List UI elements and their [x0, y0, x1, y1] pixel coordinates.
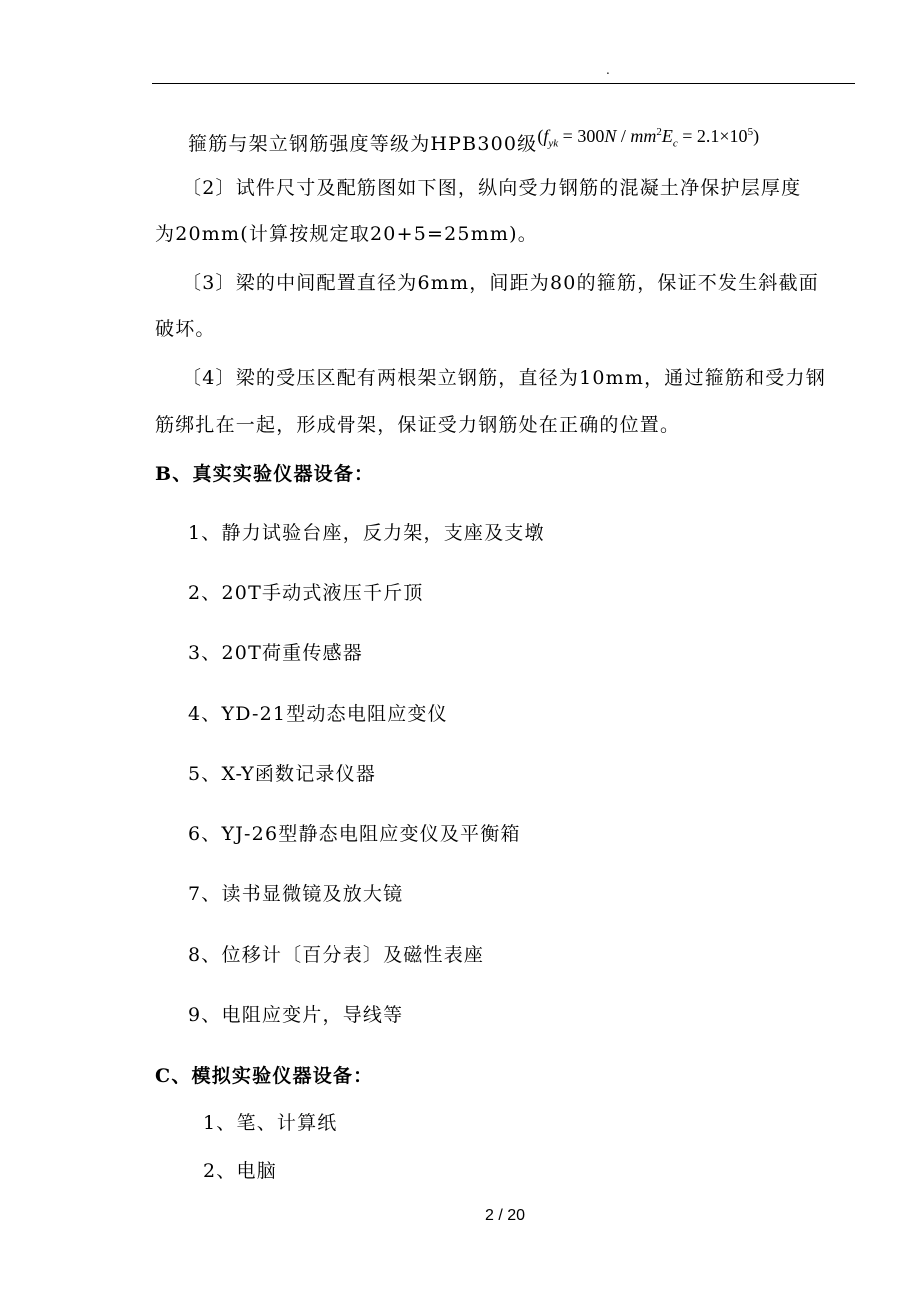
- list-item: 1、静力试验台座，反力架，支座及支墩: [188, 522, 545, 544]
- list-item: 1、笔、计算纸: [203, 1112, 338, 1134]
- list-item: 2、20T手动式液压千斤顶: [188, 582, 424, 604]
- stirrup-strength-line: [188, 128, 759, 164]
- page-number: 2 / 20: [484, 1207, 526, 1224]
- item2-line1: 〔2〕试件尺寸及配筋图如下图，纵向受力钢筋的混凝土净保护层厚度: [182, 177, 802, 199]
- item4-line2: 筋绑扎在一起，形成骨架，保证受力钢筋处在正确的位置。: [155, 414, 681, 436]
- item3-line1: 〔3〕梁的中间配置直径为6mm，间距为80的箍筋，保证不发生斜截面: [182, 272, 819, 294]
- strength-formula: $(f_{yk} = 300N / mm^2E_c = 2.1\times 10^5)$: [537, 126, 760, 150]
- list-item: 8、位移计〔百分表〕及磁性表座: [188, 944, 485, 966]
- list-item: 9、电阻应变片，导线等: [188, 1004, 404, 1026]
- list-item: 6、YJ-26型静态电阻应变仪及平衡箱: [188, 823, 521, 845]
- list-item: 3、20T荷重传感器: [188, 642, 363, 664]
- section-c-heading: C、模拟实验仪器设备：: [155, 1065, 374, 1087]
- header-mark: .: [606, 63, 610, 77]
- section-b-heading: B、真实实验仪器设备：: [155, 463, 375, 485]
- item3-line2: 破坏。: [155, 318, 216, 340]
- list-item: 4、YD-21型动态电阻应变仪: [188, 703, 448, 725]
- stirrup-strength-text: 箍筋与架立钢筋强度等级为HPB300级: [188, 133, 538, 155]
- list-item: 5、X-Y函数记录仪器: [188, 763, 377, 785]
- item2-line2: 为20mm(计算按规定取20+5=25mm)。: [155, 223, 538, 245]
- header-rule: [152, 83, 855, 84]
- list-item: 2、电脑: [203, 1160, 277, 1182]
- item4-line1: 〔4〕梁的受压区配有两根架立钢筋，直径为10mm，通过箍筋和受力钢: [182, 367, 826, 389]
- list-item: 7、读书显微镜及放大镜: [188, 883, 404, 905]
